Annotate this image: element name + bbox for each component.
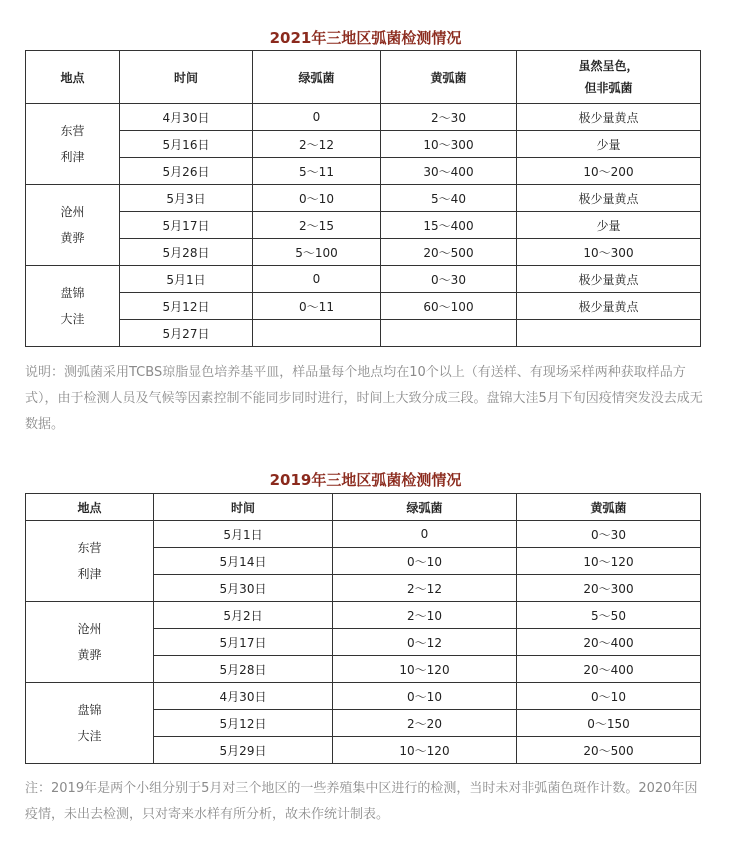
table-2021-title: 2021年三地区弧菌检测情况 [269, 29, 462, 47]
table-2019-title: 2019年三地区弧菌检测情况 [269, 471, 462, 489]
yellow-count-cell: 0～30 [517, 521, 701, 548]
non-vibrio-cell: 极少量黄点 [517, 185, 701, 212]
yellow-count-cell: 20～400 [517, 656, 701, 683]
location-cell [26, 683, 154, 764]
green-count-cell: 2～15 [253, 212, 381, 239]
green-count-cell: 0～12 [333, 629, 517, 656]
location-name: 黄骅 [77, 648, 102, 662]
date-cell: 5月17日 [154, 629, 333, 656]
yellow-count-cell: 15～400 [381, 212, 517, 239]
yellow-count-cell: 0～10 [517, 683, 701, 710]
table-row [26, 293, 701, 320]
header-green-vibrio: 绿弧菌 [333, 494, 517, 521]
header-yellow-vibrio: 黄弧菌 [517, 494, 701, 521]
date-cell: 5月29日 [154, 737, 333, 764]
location-cell [26, 602, 154, 683]
table-row [26, 320, 701, 347]
green-count-cell: 0 [333, 521, 517, 548]
green-count-cell [253, 320, 381, 347]
date-cell: 4月30日 [120, 104, 253, 131]
non-vibrio-cell: 少量 [517, 212, 701, 239]
yellow-count-cell: 20～400 [517, 629, 701, 656]
header-non-vibrio-line2: 但非弧菌 [584, 81, 633, 95]
date-cell: 5月30日 [154, 575, 333, 602]
location-name: 东营 [60, 124, 85, 138]
location-name: 利津 [60, 150, 85, 164]
yellow-count-cell: 5～50 [517, 602, 701, 629]
yellow-count-cell [381, 320, 517, 347]
non-vibrio-cell: 少量 [517, 131, 701, 158]
date-cell: 5月27日 [120, 320, 253, 347]
non-vibrio-cell: 10～300 [517, 239, 701, 266]
header-location: 地点 [26, 494, 154, 521]
date-cell: 5月14日 [154, 548, 333, 575]
table-2021 [25, 50, 701, 347]
green-count-cell: 2～10 [333, 602, 517, 629]
date-cell: 4月30日 [154, 683, 333, 710]
table-row [26, 602, 701, 629]
table-header-row [26, 51, 701, 104]
non-vibrio-cell: 极少量黄点 [517, 293, 701, 320]
table-row [26, 266, 701, 293]
green-count-cell: 10～120 [333, 737, 517, 764]
date-cell: 5月16日 [120, 131, 253, 158]
table-row [26, 683, 701, 710]
yellow-count-cell: 0～30 [381, 266, 517, 293]
green-count-cell: 0～11 [253, 293, 381, 320]
location-cell [26, 104, 120, 185]
green-count-cell: 0 [253, 266, 381, 293]
non-vibrio-cell: 极少量黄点 [517, 104, 701, 131]
yellow-count-cell: 2～30 [381, 104, 517, 131]
non-vibrio-cell: 10～200 [517, 158, 701, 185]
table-2019 [25, 493, 701, 764]
location-name: 大洼 [77, 729, 102, 743]
green-count-cell: 0 [253, 104, 381, 131]
green-count-cell: 10～120 [333, 656, 517, 683]
location-name: 大洼 [60, 312, 85, 326]
date-cell: 5月28日 [154, 656, 333, 683]
date-cell: 5月1日 [154, 521, 333, 548]
date-cell: 5月17日 [120, 212, 253, 239]
location-name: 盘锦 [60, 286, 85, 300]
location-name: 沧州 [77, 622, 102, 636]
table-2019-note: 注：2019年是两个小组分别于5月对三个地区的一些养殖集中区进行的检测，当时未对非弧菌色斑作计数。2020年因疫情，未出去检测，只对寄来水样有所分析，故未作统计制表。 [25, 781, 698, 822]
yellow-count-cell: 10～120 [517, 548, 701, 575]
table-row [26, 239, 701, 266]
date-cell: 5月3日 [120, 185, 253, 212]
table-row [26, 158, 701, 185]
location-name: 沧州 [60, 205, 85, 219]
date-cell: 5月1日 [120, 266, 253, 293]
yellow-count-cell: 20～500 [517, 737, 701, 764]
table-2021-note: 说明：测弧菌采用TCBS琼脂显色培养基平皿，样品量每个地点均在10个以上（有送样、有现场采样两种获取样品方式），由于检测人员及气候等因素控制不能同步同时进行，时间上大致分成三段。盘锦大洼5月下旬因疫情突发没去成无数据。 [25, 365, 703, 432]
date-cell: 5月12日 [154, 710, 333, 737]
header-green-vibrio: 绿弧菌 [253, 51, 381, 104]
yellow-count-cell: 10～300 [381, 131, 517, 158]
yellow-count-cell: 0～150 [517, 710, 701, 737]
table-header-row [26, 494, 701, 521]
table-row [26, 521, 701, 548]
header-yellow-vibrio: 黄弧菌 [381, 51, 517, 104]
yellow-count-cell: 20～500 [381, 239, 517, 266]
yellow-count-cell: 5～40 [381, 185, 517, 212]
green-count-cell: 0～10 [333, 683, 517, 710]
location-name: 黄骅 [60, 231, 85, 245]
green-count-cell: 2～12 [333, 575, 517, 602]
location-cell [26, 266, 120, 347]
green-count-cell: 0～10 [333, 548, 517, 575]
table-row [26, 131, 701, 158]
header-non-vibrio-colored [517, 51, 701, 104]
header-date: 时间 [120, 51, 253, 104]
table-row [26, 185, 701, 212]
location-name: 利津 [77, 567, 102, 581]
yellow-count-cell: 60～100 [381, 293, 517, 320]
green-count-cell: 5～100 [253, 239, 381, 266]
table-row [26, 104, 701, 131]
header-date: 时间 [154, 494, 333, 521]
non-vibrio-cell: 极少量黄点 [517, 266, 701, 293]
green-count-cell: 2～20 [333, 710, 517, 737]
green-count-cell: 0～10 [253, 185, 381, 212]
yellow-count-cell: 30～400 [381, 158, 517, 185]
header-location: 地点 [26, 51, 120, 104]
green-count-cell: 5～11 [253, 158, 381, 185]
date-cell: 5月12日 [120, 293, 253, 320]
location-name: 东营 [77, 541, 102, 555]
location-cell [26, 521, 154, 602]
location-cell [26, 185, 120, 266]
header-non-vibrio-line1: 虽然呈色， [578, 59, 639, 73]
date-cell: 5月28日 [120, 239, 253, 266]
table-row [26, 212, 701, 239]
date-cell: 5月26日 [120, 158, 253, 185]
green-count-cell: 2～12 [253, 131, 381, 158]
yellow-count-cell: 20～300 [517, 575, 701, 602]
location-name: 盘锦 [77, 703, 102, 717]
non-vibrio-cell [517, 320, 701, 347]
date-cell: 5月2日 [154, 602, 333, 629]
